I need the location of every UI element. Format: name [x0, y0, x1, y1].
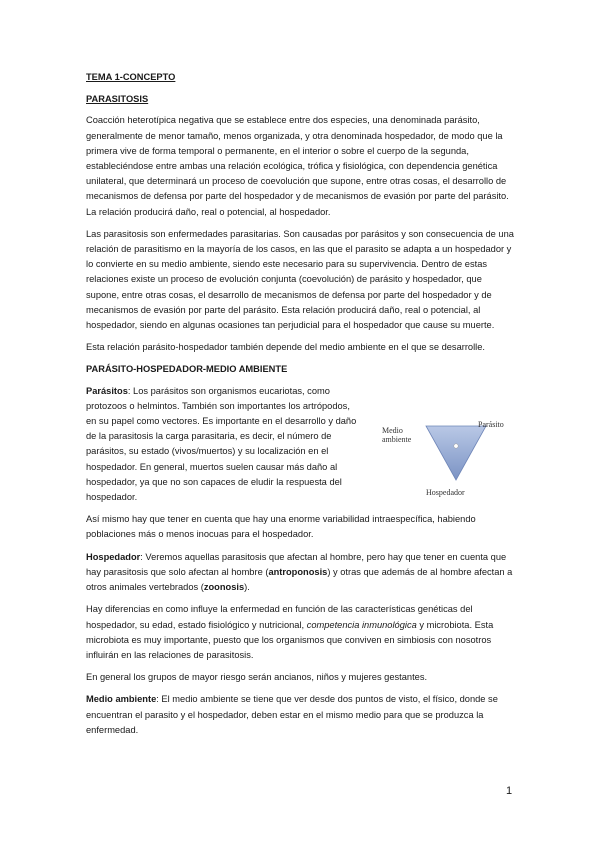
paragraph-diferencias	[86, 602, 514, 663]
document-title: TEMA 1-CONCEPTO	[86, 72, 176, 82]
parasitos-block	[86, 384, 514, 506]
hospedador-text-3: ).	[244, 582, 250, 593]
document-content	[86, 70, 514, 745]
parasitos-text: : Los parásitos son organismos eucariotas, como protozoos o helmintos. También son importantes los artrópodos, en su papel como vectores. Es importante en el desarrollo y daño de la parasitosis la carga parasitaria, es decir, el número de parásitos, su estado (vivos/muertos) y su localización en el hospedador. En general, muertos suelen causar más daño al hospedador, ya que no son capaces de eludir la respuesta del hospedador.	[86, 385, 357, 503]
competencia-term: competencia inmunológica	[306, 619, 417, 630]
diferencias-text-1: Hay diferencias en como influye la enfermedad en función de las características genéticas del hospedador, su edad, estado fisiológico y nutricional,	[86, 604, 473, 630]
antroponosis-term: antroponosis	[268, 566, 328, 577]
hospedador-text-1: : Veremos aquellas parasitosis que afectan al hombre, pero hay que tener en cuenta que hay parasitosis que solo afectan al hombre (	[86, 551, 507, 577]
label-hospedador: Hospedador	[426, 487, 465, 497]
label-medio-ambiente: Medio ambiente	[382, 425, 412, 444]
triad-diagram	[382, 418, 518, 500]
hospedador-term: Hospedador	[86, 551, 141, 562]
section-heading-parasitosis: PARASITOSIS	[86, 94, 149, 105]
paragraph-parasitosis: Las parasitosis son enfermedades parasitarias. Son causadas por parásitos y son consecuencia de una relación de parasitismo en la mayoría de los casos, en las que el parasito se adapta a un hospedador y lo convierte en su medio ambiente, siendo este necesario para su supervivencia. Dentro de estas relaciones existe un proceso de evolución conjunta (coevolución) de parásito y hospedador, que supone, entre otras cosas, el desarrollo de mecanismos de defensa por parte del hospedador y de mecanismos de evasión por parte del parásito. Esta relación producirá daño, real o potencial, al hospedador, siendo en algunas ocasiones tan perjudicial para el hospedador que cause su muerte.	[86, 228, 514, 331]
diferencias-text-2: y microbiota. Esta microbiota es muy importante, puesto que los organismos que conviven en simbiosis con nosotros influirán en las relaciones de parasitosis.	[86, 619, 494, 660]
page-number: 1	[506, 785, 513, 797]
paragraph-medio-ambiente	[86, 692, 514, 738]
paragraph-environment: Esta relación parásito-hospedador también depende del medio ambiente en el que se desarrolle.	[86, 342, 485, 353]
parasitos-term: Parásitos	[86, 385, 128, 396]
medio-ambiente-text: : El medio ambiente se tiene que ver desde dos puntos de visto, el físico, donde se encuentran el parasito y el hospedador, deben estar en el mismo medio para que se produzca la enfermedad.	[86, 694, 498, 735]
section-heading-triad: PARÁSITO-HOSPEDADOR-MEDIO AMBIENTE	[86, 364, 288, 375]
paragraph-riesgo: En general los grupos de mayor riesgo serán ancianos, niños y mujeres gestantes.	[86, 672, 428, 683]
label-parasito: Parásito	[478, 419, 504, 429]
medio-ambiente-term: Medio ambiente	[86, 694, 157, 705]
paragraph-parasitos	[86, 384, 358, 506]
paragraph-hospedador	[86, 550, 514, 596]
paragraph-definition: Coacción heterotípica negativa que se establece entre dos especies, una denominada parásito, generalmente de menor tamaño, menos organizada, y otra denominada hospedador, de modo que la primera vive de forma temporal o permanente, en el interior o sobre el cuerpo de la segunda, estableciéndose entre ambas una relación ecológica, trófica y fisiológica, con dependencia genética unilateral, que determinará un proceso de coevolución que supone, entre otras cosas, el desarrollo de mecanismos de defensa por parte del hospedador y de mecanismos de evasión por parte del parásito. La relación producirá daño, real o potencial, al hospedador.	[86, 115, 509, 217]
paragraph-variabilidad: Así mismo hay que tener en cuenta que hay una enorme variabilidad intraespecífica, habiendo poblaciones más o menos inocuas para el hospedador.	[86, 514, 476, 540]
triangle-shape	[426, 426, 486, 480]
zoonosis-term: zoonosis	[203, 582, 245, 593]
hospedador-text-2: ) y otras que además de al hombre afectan a otros animales vertebrados (	[86, 566, 513, 593]
center-dot	[454, 443, 458, 447]
